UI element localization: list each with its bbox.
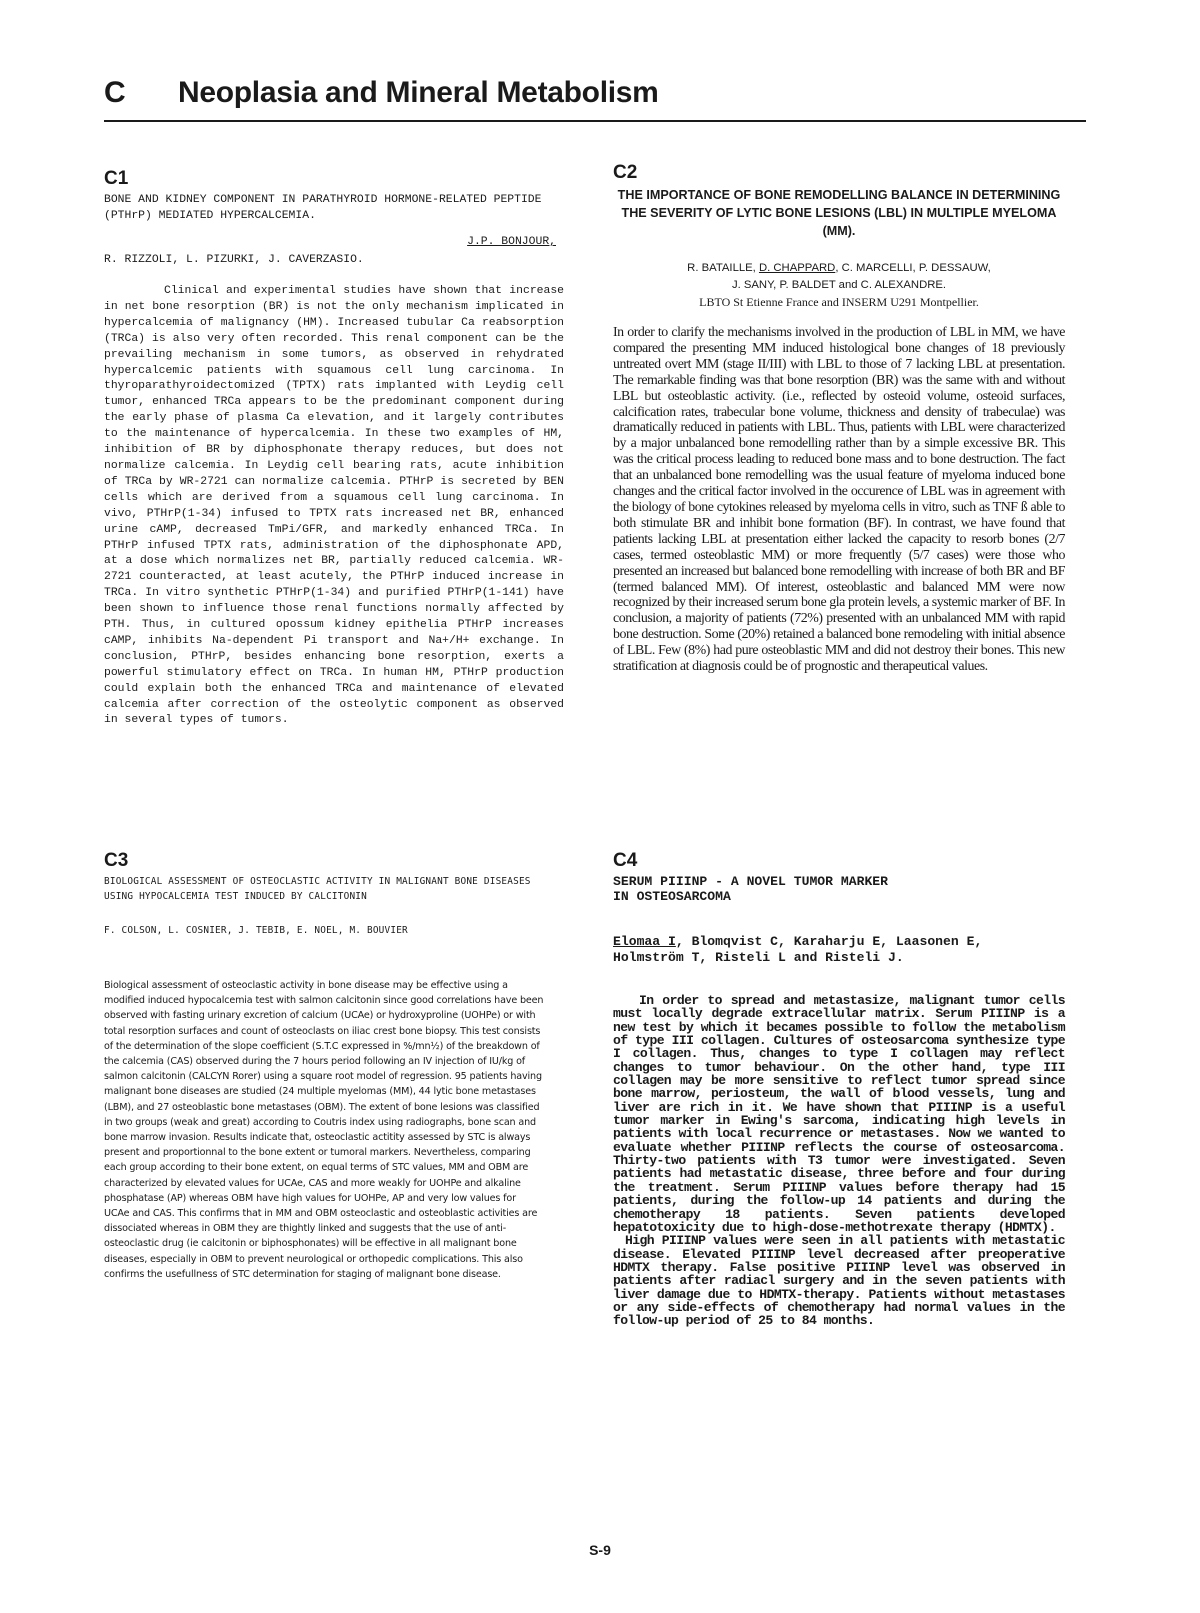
- abstract-c3: [104, 850, 544, 1282]
- presenting-author: J.P. BONJOUR,: [467, 236, 556, 248]
- abstract-authors: Elomaa I, Blomqvist C, Karaharju E, Laasonen E, Holmström T, Risteli L and Risteli J.: [613, 934, 983, 965]
- abstract-body: In order to clarify the mechanisms involved in the production of LBL in MM, we have compared the presenting MM induced histological bone changes of 18 previously untreated overt MM (stage II/III) with LBL to those of 7 lacking LBL at presentation. The remarkable finding was that bone resorption (BR) was the same with and without LBL but osteoblastic activity. (i.e., reflected by osteoid volume, osteoid surfaces, calcification rates, trabecular bone volume, thickness and density of trabeculae) was dramatically reduced in patients with LBL. Thus, patients with LBL were characterized by a major unbalanced bone remodelling rather than by a simple excessive BR. This was the critical process leading to reduced bone mass and to bone destruction. The fact that an unbalanced bone remodelling was the usual feature of myeloma induced bone changes and the critical factor involved in the occurence of LBL was in agreement with the biology of bone cytokines released by myeloma cells in vitro, such as TNF ß able to both stimulate BR and inhibit bone formation (BF). In contrast, we have found that patients lacking LBL at presentation either lacked the capacity to resorb bones (2/7 cases, termed osteoblastic MM) or more frequently (5/7 cases) were those who presented an increased but balanced bone remodelling with increase of both BR and BF (termed balanced MM). Of interest, osteoblastic and balanced MM were now recognized by their increased serum bone gla protein levels, a systemic marker of BF. In conclusion, a majority of patients (72%) presented with an unbalanced MM with rapid bone destruction. Some (20%) retained a balanced bone remodeling with initial absence of LBL. Few (8%) had pure osteoblastic MM and did not destroy their bones. This new stratification at diagnosis could be of prognostic and therapeutical values.: [613, 325, 1065, 675]
- abstract-id: C1: [104, 168, 129, 189]
- abstract-authors: F. COLSON, L. COSNIER, J. TEBIB, E. NOEL, M. BOUVIER: [104, 925, 408, 936]
- section-header: [104, 76, 1086, 122]
- presenting-author: Elomaa I: [613, 934, 676, 949]
- abstract-title: BONE AND KIDNEY COMPONENT IN PARATHYROID HORMONE-RELATED PEPTIDE (PTHrP) MEDIATED HYPERCALCEMIA.: [104, 194, 542, 222]
- abstract-authors: R. RIZZOLI, L. PIZURKI, J. CAVERZASIO.: [104, 254, 364, 266]
- abstract-title: THE IMPORTANCE OF BONE REMODELLING BALANCE IN DETERMINING THE SEVERITY OF LYTIC BONE LESIONS (LBL) IN MULTIPLE MYELOMA (MM).: [617, 188, 1061, 238]
- abstract-body: Biological assessment of osteoclastic activity in bone disease may be effective using a modified induced hypocalcemia test with salmon calcitonin since good correlations have been observed with fasting urinary excretion of calcium (UCAe) or hydroxyproline (UOHPe) or with total resorption surfaces and count of osteoclasts on iliac crest bone biopsy. This test consists of the determination of the slope coefficient (S.T.C expressed in %/mn½) of the breakdown of the calcemia (CAS) observed during the 7 hours period following an IV injection of IU/kg of salmon calcitonin (CALCYN Rorer) using a square root model of regression. 95 patients having malignant bone diseases are studied (24 multiple myelomas (MM), 44 lytic bone metastases (LBM), and 27 osteoblastic bone metastases (OBM). The extent of bone lesions was classified in two groups (weak and great) according to Coutris index using radiographs, bone scan and bone marrow invasion. Results indicate that, osteoclastic actitity assessed by STC is always present and proportionnal to the bone extent or tumoral markers. Nevertheless, comparing each group according to their bone extent, on equal terms of STC values, MM and OBM are characterized by elevated values for UCAe, CAS and more weakly for UOHPe and alkaline phosphatase (AP) whereas OBM have high values for UOHPe, AP and very low values for UCAe and CAS. This confirms that in MM and OBM osteoclastic and osteoblastic activities are dissociated whereas in OBM they are thightly linked and suggests that the use of anti-osteoclastic drug (ie calcitonin or biphosphonates) will be effective in all malignant bone diseases, especially in OBM to prevent neurological or orthopedic complications. This also confirms the usefullness of STC determination for staging of malignant bone disease.: [104, 980, 544, 1280]
- abstract-c4: [613, 850, 1065, 1328]
- abstract-affiliation: LBTO St Etienne France and INSERM U291 Montpellier.: [699, 295, 979, 309]
- abstract-c2: [613, 162, 1065, 675]
- page-number: S-9: [589, 1542, 611, 1558]
- abstract-authors: R. BATAILLE, D. CHAPPARD, C. MARCELLI, P. DESSAUW, J. SANY, P. BALDET and C. ALEXANDRE.: [687, 262, 991, 291]
- abstract-body: In order to spread and metastasize, malignant tumor cells must locally degrade extracellular matrix. Serum PIIINP is a new test by which it becames possible to follow the metabolism of type III collagen. Cultures of osteosarcoma synthesize type I collagen. Thus, changes to type I collagen may reflect changes to tumor behaviour. On the other hand, type III collagen may be more sensitive to reflect tumor spread since bone marrow, periosteum, the wall of blood vessels, lung and liver are rich in it. We have shown that PIIINP is a useful tumor marker in Ewing's sarcoma, indicating high levels in patients with local recurrence or metastases. Now we wanted to evaluate whether PIIINP reflects the course of osteosarcoma. Thirty-two patients with T3 tumor were investigated. Seven patients had metastatic disease, three before and four during the treatment. Serum PIIINP values before therapy had 15 patients, during the follow-up 14 patients and during the chemotherapy 18 patients. Seven patients developed hepatotoxicity due to high-dose-methotrexate therapy (HDMTX).: [613, 993, 1065, 1235]
- abstract-c1: [104, 168, 564, 729]
- presenting-author: D. CHAPPARD: [758, 262, 836, 274]
- abstract-title: BIOLOGICAL ASSESSMENT OF OSTEOCLASTIC ACTIVITY IN MALIGNANT BONE DISEASES USING HYPOCALCEMIA TEST INDUCED BY CALCITONIN: [104, 876, 531, 902]
- abstract-id: C4: [613, 850, 638, 871]
- abstract-title: SERUM PIIINP - A NOVEL TUMOR MARKER IN OSTEOSARCOMA: [613, 874, 889, 904]
- section-title: Neoplasia and Mineral Metabolism: [178, 76, 659, 109]
- abstract-id: C3: [104, 850, 129, 871]
- abstract-id: C2: [613, 162, 638, 183]
- abstract-body-continued: High PIIINP values were seen in all patients with metastatic disease. Elevated PIIINP level decreased after preoperative HDMTX therapy. False positive PIIINP level was observed in patients after radiacl surgery and in the seven patients with liver damage due to HDMTX-therapy. Patients without metastases or any side-effects of chemotherapy had normal values in the follow-up period of 25 to 84 months.: [613, 1233, 1065, 1329]
- abstract-body: Clinical and experimental studies have shown that increase in net bone resorption (BR) is not the only mechanism implicated in hypercalcemia of malignancy (HM). Increased tubular Ca reabsorption (TRCa) is also very often recorded. This renal component can be the prevailing mechanism in some tumors, as observed in rehydrated hypercalcemic patients with squamous cell lung carcinoma. In thyroparathyroidectomized (TPTX) rats implanted with Leydig cell tumor, enhanced TRCa appears to be the predominant component during the early phase of plasma Ca elevation, and it largely contributes to the maintenance of hypercalcemia. In these two examples of HM, inhibition of BR by diphosphonate therapy reduces, but does not normalize calcemia. In Leydig cell bearing rats, acute inhibition of TRCa by WR-2721 can normalize calcemia. PTHrP is secreted by BEN cells which are derived from a squamous cell lung carcinoma. In vivo, PTHrP(1-34) infused to TPTX rats increased net BR, enhanced urine cAMP, decreased TmPi/GFR, and markedly enhanced TRCa. In PTHrP infused TPTX rats, administration of the diphosphonate APD, at a dose which normalizes net BR, partially reduced calcemia. WR-2721 counteracted, at least acutely, the PTHrP induced increase in TRCa. In vitro synthetic PTHrP(1-34) and purified PTHrP(1-141) have been shown to influence those renal functions normally affected by PTH. Thus, in cultured opossum kidney epithelia PTHrP increases cAMP, inhibits Na-dependent Pi transport and Na+/H+ exchange. In conclusion, PTHrP, besides enhancing bone resorption, exerts a powerful stimulatory effect on TRCa. In human HM, PTHrP production could explain both the enhanced TRCa and maintenance of elevated calcemia after correction of the osteolytic component as observed in several types of tumors.: [104, 285, 564, 727]
- section-letter: C: [104, 76, 126, 109]
